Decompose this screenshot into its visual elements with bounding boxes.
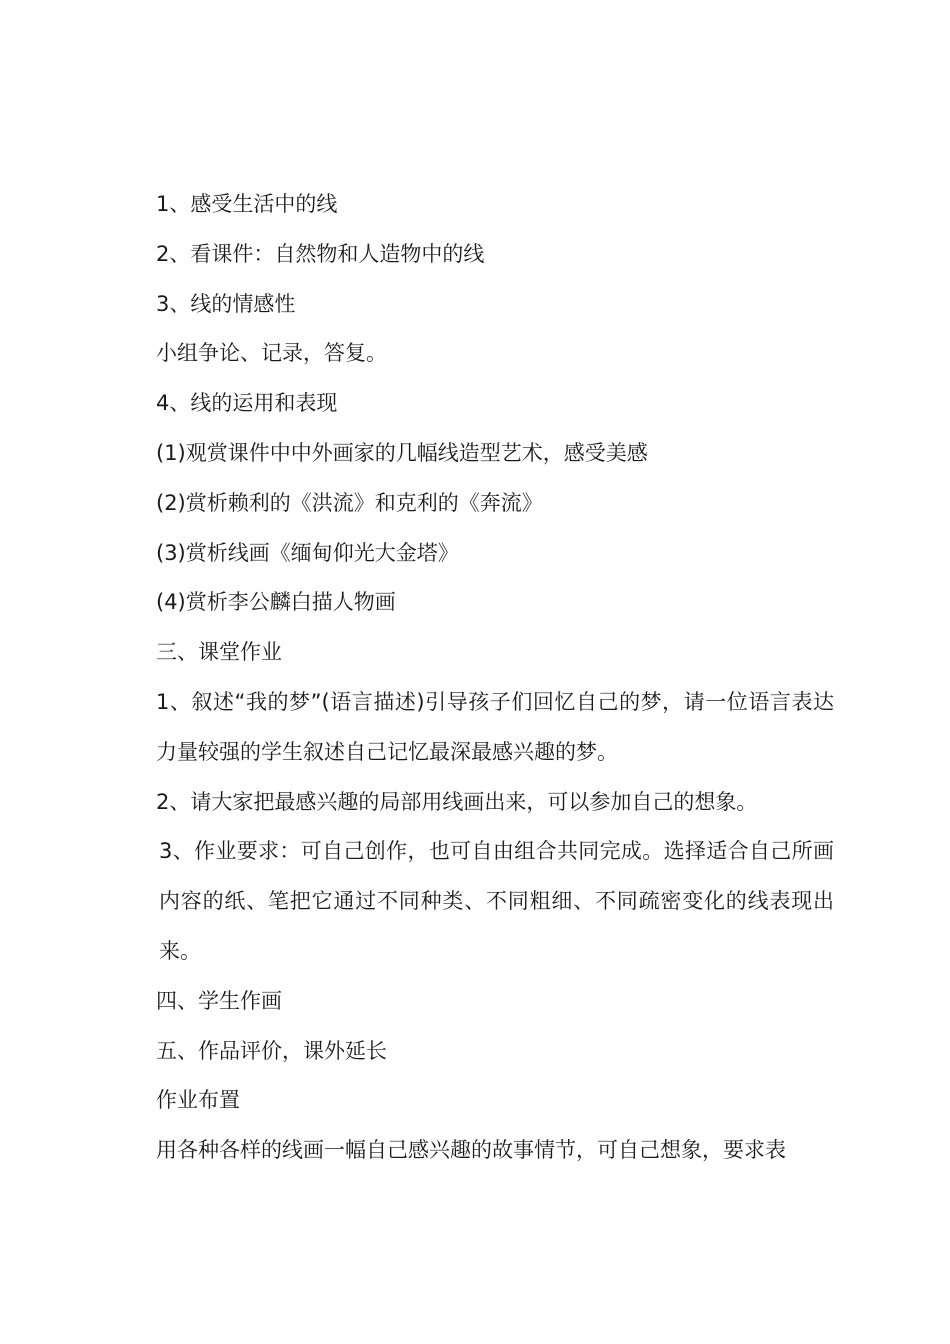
section-heading: 五、作品评价，课外延长 [156, 1038, 387, 1063]
paragraph: (4)赏析李公麟白描人物画 [156, 590, 396, 615]
paragraph: 2、请大家把最感兴趣的局部用线画出来，可以参加自己的想象。 [156, 789, 758, 814]
paragraph: 2、看课件：自然物和人造物中的线 [156, 241, 485, 266]
paragraph: 用各种各样的线画一幅自己感兴趣的故事情节，可自己想象，要求表 [156, 1138, 786, 1163]
paragraph: 小组争论、记录，答复。 [156, 341, 387, 366]
document-body [128, 180, 834, 1176]
paragraph: (3)赏析线画《缅甸仰光大金塔》 [156, 540, 459, 565]
section-heading: 四、学生作画 [156, 988, 282, 1013]
paragraph: 1、感受生活中的线 [156, 192, 338, 216]
paragraph: 1、叙述“我的梦”(语言描述)引导孩子们回忆自己的梦，请一位语言表达力量较强的学生叙述自己记忆最深最感兴趣的梦。 [156, 689, 834, 764]
paragraph: 3、作业要求：可自己创作，也可自由组合共同完成。选择适合自己所画内容的纸、笔把它通过不同种类、不同粗细、不同疏密变化的线表现出来。 [159, 839, 834, 963]
paragraph: (1)观赏课件中中外画家的几幅线造型艺术，感受美感 [156, 440, 648, 465]
paragraph: (2)赏析赖利的《洪流》和克利的《奔流》 [156, 490, 543, 515]
paragraph: 作业布置 [156, 1088, 240, 1113]
section-heading: 三、课堂作业 [156, 640, 282, 665]
paragraph: 4、线的运用和表现 [156, 391, 338, 416]
paragraph: 3、线的情感性 [156, 291, 296, 316]
